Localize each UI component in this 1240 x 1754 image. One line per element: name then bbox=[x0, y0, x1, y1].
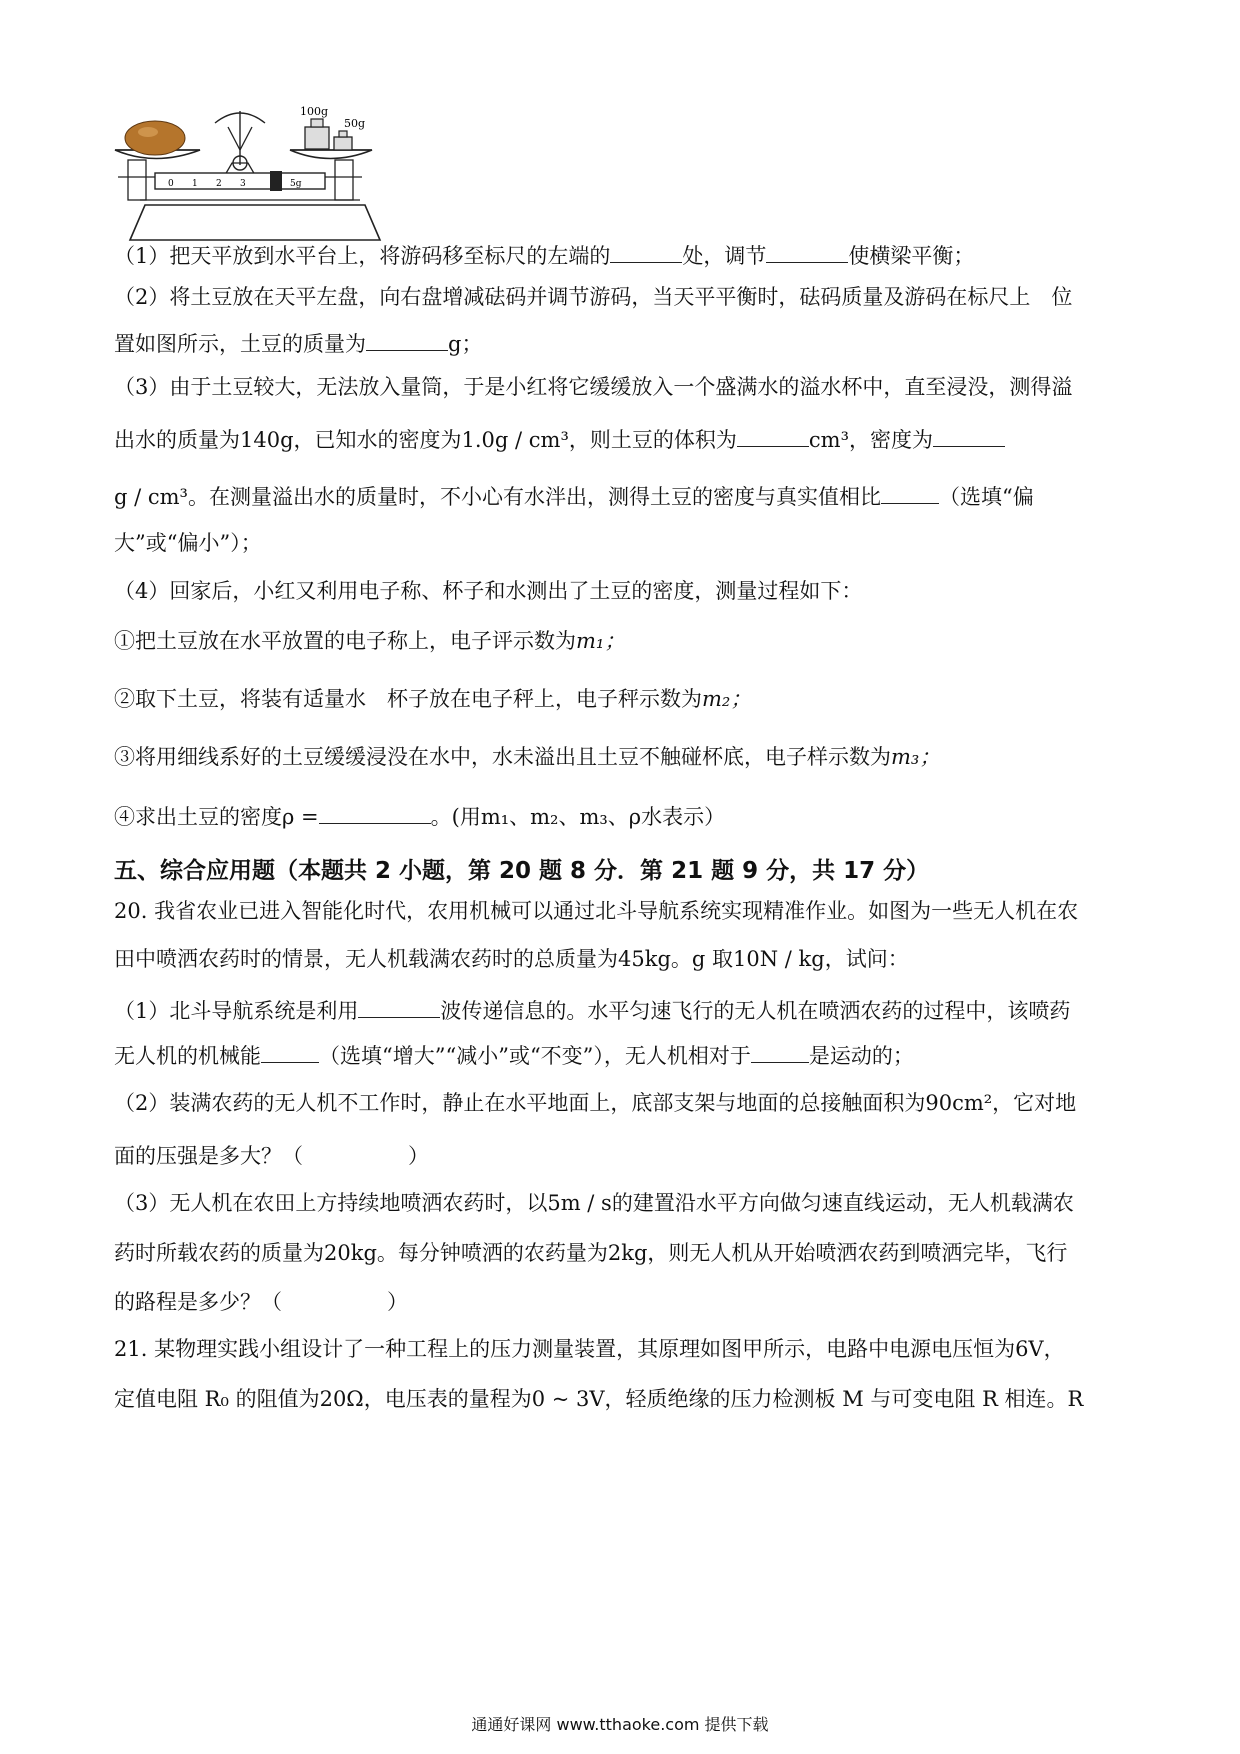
q20-part2-line1: （2）装满农药的无人机不工作时，静止在水平地面上，底部支架与地面的总接触面积为90cm²，它对地 bbox=[114, 1091, 1077, 1115]
footer-source: 通通好课网 www.tthaoke.com 提供下载 bbox=[471, 1715, 769, 1734]
scale-tick-3: 3 bbox=[240, 179, 246, 189]
weight-50g bbox=[334, 137, 352, 150]
scale-tick-0: 0 bbox=[168, 179, 174, 189]
q19-part3-line1: （3）由于土豆较大，无法放入量筒，于是小红将它缓缓放入一个盛满水的溢水杯中，直至浸没，测得溢 bbox=[114, 375, 1073, 399]
q20-part1-line2: 无人机的机械能 （选填“增大”“减小”或“不变”），无人机相对于 是运动的； bbox=[114, 1040, 1124, 1070]
answer-blank[interactable] bbox=[737, 424, 809, 447]
answer-blank[interactable] bbox=[610, 240, 682, 263]
weight-50g-label: 50g bbox=[344, 117, 366, 130]
answer-blank[interactable] bbox=[881, 481, 939, 504]
q21-stem-line1: 21. 某物理实践小组设计了一种工程上的压力测量装置，其原理如图甲所示，电路中电源电压恒为6V， bbox=[114, 1337, 1065, 1361]
answer-blank[interactable] bbox=[319, 801, 431, 824]
q19-part4-intro: （4）回家后，小红又利用电子称、杯子和水测出了土豆的密度，测量过程如下： bbox=[114, 579, 863, 603]
potato-icon bbox=[125, 121, 185, 155]
q20-stem-line2: 田中喷洒农药时的情景，无人机载满农药时的总质量为45kg。g 取10N / kg，试问： bbox=[114, 947, 909, 971]
q19-part3-line3: g / cm³。在测量溢出水的质量时，不小心有水泮出，测得土豆的密度与真实值相比 （选填“偏 bbox=[114, 481, 1124, 511]
answer-blank[interactable] bbox=[933, 424, 1005, 447]
answer-blank[interactable] bbox=[751, 1040, 809, 1063]
answer-blank[interactable] bbox=[261, 1040, 319, 1063]
scale-tick-5g: 5g bbox=[290, 179, 302, 189]
q20-part3-line1: （3）无人机在农田上方持续地喷洒农药时，以5m / s的建置沿水平方向做匀速直线运动，无人机载满农 bbox=[114, 1191, 1074, 1215]
q20-part3-line2: 药时所载农药的质量为20kg。每分钟喷洒的农药量为2kg，则无人机从开始喷洒农药到喷洒完毕，飞行 bbox=[114, 1241, 1068, 1265]
rider bbox=[270, 171, 282, 191]
q20-part3-line3: 的路程是多少？（ ） bbox=[114, 1290, 408, 1314]
right-pan bbox=[290, 150, 372, 159]
q20-part1-line1: （1）北斗导航系统是利用 波传递信息的。水平匀速飞行的无人机在喷洒农药的过程中，该喷药 bbox=[114, 995, 1124, 1025]
weight-100g-label: 100g bbox=[300, 105, 329, 118]
q19-part2-line1: （2）将土豆放在天平左盘，向右盘增减砝码并调节游码，当天平平衡时，砝码质量及游码在标尺上 位 bbox=[114, 285, 1073, 309]
q19-part4-step4: ④求出土豆的密度ρ = 。(用m₁、m₂、m₃、ρ水表示） bbox=[114, 801, 1124, 831]
q19-part4-step3: ③将用细线系好的土豆缓缓浸没在水中，水未溢出且土豆不触碰杯底，电子样示数为m₃； bbox=[114, 745, 941, 769]
balance-base bbox=[130, 205, 380, 240]
q19-part2-line2: 置如图所示，土豆的质量为 g； bbox=[114, 328, 1124, 358]
answer-blank[interactable] bbox=[766, 240, 848, 263]
q20-stem-line1: 20. 我省农业已进入智能化时代，农用机械可以通过北斗导航系统实现精准作业。如图为一些无人机在农 bbox=[114, 899, 1079, 923]
q19-part3-line4: 大”或“偏小”）； bbox=[114, 531, 262, 555]
q20-part2-line2: 面的压强是多大？（ ） bbox=[114, 1144, 429, 1168]
scale-tick-1: 1 bbox=[192, 179, 198, 189]
answer-blank[interactable] bbox=[358, 995, 440, 1018]
section-heading: 五、综合应用题（本题共 2 小题，第 20 题 8 分．第 21 题 9 分，共 17 分） bbox=[114, 858, 930, 884]
q21-stem-line2: 定值电阻 R₀ 的阻值为20Ω，电压表的量程为0 ~ 3V，轻质绝缘的压力检测板 M 与可变电阻 R 相连。R bbox=[114, 1387, 1084, 1411]
q19-part4-step1: ①把土豆放在水平放置的电子称上，电子评示数为m₁； bbox=[114, 629, 626, 653]
answer-blank[interactable] bbox=[366, 328, 448, 351]
scale-tick-2: 2 bbox=[216, 179, 222, 189]
balance-figure bbox=[110, 105, 400, 245]
weight-100g bbox=[305, 127, 329, 149]
q19-part3-line2: 出水的质量为140g，已知水的密度为1.0g / cm³，则土豆的体积为 cm³，密度为 bbox=[114, 424, 1124, 454]
q19-part4-step2: ②取下土豆，将装有适量水 杯子放在电子秤上，电子秤示数为m₂； bbox=[114, 687, 752, 711]
q19-part1: （1）把天平放到水平台上，将游码移至标尺的左端的 处，调节 使横梁平衡； bbox=[114, 240, 1124, 270]
